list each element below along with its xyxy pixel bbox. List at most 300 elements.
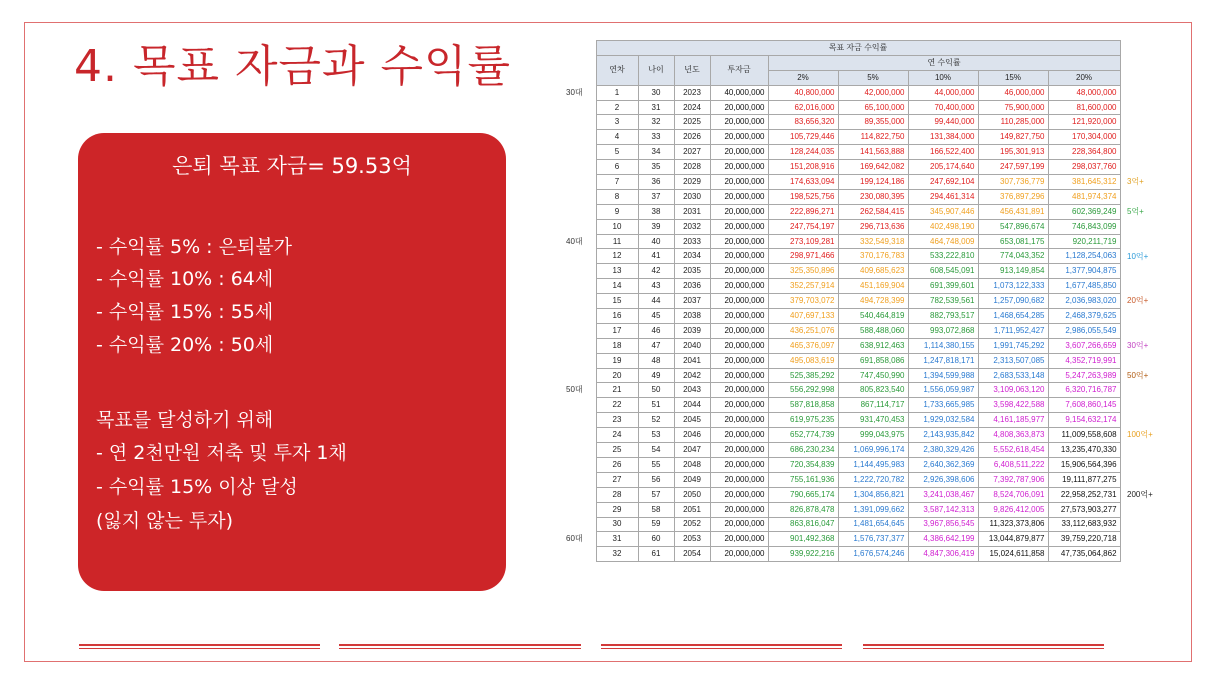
return-value-cell: 205,174,640 [908,160,978,175]
invest-cell: 20,000,000 [710,204,768,219]
table-row [558,219,1120,234]
table-row [558,502,1120,517]
plan-title: 목표를 달성하기 위해 [96,409,274,431]
return-value-cell: 370,176,783 [838,249,908,264]
table-row [558,398,1120,413]
table-row [558,413,1120,428]
milestone-label: 3억+ [1127,177,1144,187]
return-value-cell: 81,600,000 [1048,100,1120,115]
return-value-cell: 588,488,060 [838,323,908,338]
year-cell: 2050 [674,487,710,502]
year-no-cell: 32 [596,547,638,562]
year-no-cell: 26 [596,457,638,472]
year-cell: 2031 [674,204,710,219]
decade-label [558,323,596,338]
year-cell: 2047 [674,443,710,458]
return-value-cell: 999,043,975 [838,428,908,443]
age-cell: 51 [638,398,674,413]
return-value-cell: 774,043,352 [978,249,1048,264]
age-cell: 53 [638,428,674,443]
age-cell: 47 [638,338,674,353]
return-value-cell: 44,000,000 [908,85,978,100]
return-value-cell: 2,683,533,148 [978,368,1048,383]
return-value-cell: 2,926,398,606 [908,472,978,487]
age-cell: 40 [638,234,674,249]
invest-cell: 20,000,000 [710,457,768,472]
return-value-cell: 298,971,466 [768,249,838,264]
invest-cell: 20,000,000 [710,160,768,175]
return-value-cell: 456,431,891 [978,204,1048,219]
return-value-cell: 121,920,000 [1048,115,1120,130]
return-value-cell: 65,100,000 [838,100,908,115]
return-value-cell: 939,922,216 [768,547,838,562]
return-value-cell: 294,461,314 [908,189,978,204]
year-cell: 2054 [674,547,710,562]
header-age: 나이 [638,55,674,85]
year-no-cell: 2 [596,100,638,115]
year-cell: 2023 [674,85,710,100]
year-cell: 2032 [674,219,710,234]
year-no-cell: 22 [596,398,638,413]
header-returns-group: 연 수익률 [768,55,1120,70]
year-cell: 2041 [674,353,710,368]
invest-cell: 20,000,000 [710,502,768,517]
year-cell: 2026 [674,130,710,145]
corner-cell [558,41,596,56]
year-no-cell: 12 [596,249,638,264]
year-no-cell: 18 [596,338,638,353]
age-cell: 61 [638,547,674,562]
return-value-cell: 166,522,400 [908,145,978,160]
invest-cell: 20,000,000 [710,413,768,428]
return-value-cell: 170,304,000 [1048,130,1120,145]
decade-label [558,279,596,294]
return-value-cell: 9,826,412,005 [978,502,1048,517]
table-row [558,145,1120,160]
return-value-cell: 993,072,868 [908,323,978,338]
return-value-cell: 105,729,446 [768,130,838,145]
return-value-cell: 381,645,312 [1048,175,1120,190]
return-value-cell: 298,037,760 [1048,160,1120,175]
return-value-cell: 407,697,133 [768,309,838,324]
return-value-cell: 169,642,082 [838,160,908,175]
year-no-cell: 8 [596,189,638,204]
decade-label [558,219,596,234]
return-value-cell: 247,754,197 [768,219,838,234]
decade-label: 50대 [558,383,596,398]
year-no-cell: 15 [596,294,638,309]
return-line-20: - 수익률 20% : 50세 [96,334,274,356]
return-value-cell: 11,009,558,608 [1048,428,1120,443]
return-value-cell: 686,230,234 [768,443,838,458]
return-value-cell: 755,161,936 [768,472,838,487]
return-value-cell: 638,912,463 [838,338,908,353]
year-cell: 2037 [674,294,710,309]
age-cell: 52 [638,413,674,428]
return-value-cell: 931,470,453 [838,413,908,428]
age-cell: 59 [638,517,674,532]
decade-label [558,309,596,324]
milestone-label: 20억+ [1127,296,1149,306]
return-value-cell: 882,793,517 [908,309,978,324]
decade-label [558,175,596,190]
return-value-cell: 747,450,990 [838,368,908,383]
return-value-cell: 4,386,642,199 [908,532,978,547]
decade-label [558,472,596,487]
decade-label [558,353,596,368]
return-value-cell: 149,827,750 [978,130,1048,145]
table-row [558,115,1120,130]
return-value-cell: 826,878,478 [768,502,838,517]
header-year: 년도 [674,55,710,85]
return-value-cell: 89,355,000 [838,115,908,130]
return-value-cell: 5,552,618,454 [978,443,1048,458]
invest-cell: 20,000,000 [710,353,768,368]
age-cell: 33 [638,130,674,145]
year-cell: 2034 [674,249,710,264]
invest-cell: 20,000,000 [710,100,768,115]
return-value-cell: 451,169,904 [838,279,908,294]
return-value-cell: 2,986,055,549 [1048,323,1120,338]
year-no-cell: 14 [596,279,638,294]
header-invest: 투자금 [710,55,768,85]
decade-label [558,443,596,458]
return-value-cell: 720,354,839 [768,457,838,472]
invest-cell: 20,000,000 [710,383,768,398]
table-row [558,383,1120,398]
return-value-cell: 1,304,856,821 [838,487,908,502]
table-body [558,85,1120,562]
year-no-cell: 19 [596,353,638,368]
return-value-cell: 1,676,574,246 [838,547,908,562]
invest-cell: 20,000,000 [710,517,768,532]
year-no-cell: 20 [596,368,638,383]
year-cell: 2028 [674,160,710,175]
invest-cell: 20,000,000 [710,428,768,443]
table-row [558,189,1120,204]
return-value-cell: 3,109,063,120 [978,383,1048,398]
milestone-label: 10억+ [1127,251,1149,261]
return-value-cell: 1,991,745,292 [978,338,1048,353]
year-no-cell: 10 [596,219,638,234]
age-cell: 37 [638,189,674,204]
return-value-cell: 198,525,756 [768,189,838,204]
return-value-cell: 2,036,983,020 [1048,294,1120,309]
invest-cell: 20,000,000 [710,264,768,279]
header-rate: 15% [978,70,1048,85]
table-row [558,443,1120,458]
return-value-cell: 2,313,507,085 [978,353,1048,368]
age-cell: 43 [638,279,674,294]
invest-cell: 20,000,000 [710,368,768,383]
return-value-cell: 62,016,000 [768,100,838,115]
decade-label [558,145,596,160]
return-value-cell: 11,323,373,806 [978,517,1048,532]
return-value-cell: 540,464,819 [838,309,908,324]
year-no-cell: 13 [596,264,638,279]
return-value-cell: 70,400,000 [908,100,978,115]
age-cell: 39 [638,219,674,234]
corner-cell [558,55,596,85]
return-value-cell: 402,498,190 [908,219,978,234]
retirement-goal-panel [78,133,506,591]
table-row [558,175,1120,190]
invest-cell: 20,000,000 [710,279,768,294]
table-row [558,204,1120,219]
decade-label [558,457,596,472]
header-year-no: 연차 [596,55,638,85]
return-value-cell: 863,816,047 [768,517,838,532]
year-no-cell: 24 [596,428,638,443]
year-cell: 2049 [674,472,710,487]
return-value-cell: 1,144,495,983 [838,457,908,472]
return-value-cell: 1,128,254,063 [1048,249,1120,264]
return-value-cell: 465,376,097 [768,338,838,353]
return-value-cell: 247,597,199 [978,160,1048,175]
return-value-cell: 805,823,540 [838,383,908,398]
age-cell: 32 [638,115,674,130]
invest-cell: 20,000,000 [710,219,768,234]
year-cell: 2030 [674,189,710,204]
return-value-cell: 7,608,860,145 [1048,398,1120,413]
invest-cell: 20,000,000 [710,234,768,249]
footer-divider [339,644,581,649]
return-value-cell: 40,800,000 [768,85,838,100]
age-cell: 30 [638,85,674,100]
decade-label [558,100,596,115]
goal-amount-text: 은퇴 목표 자금= 59.53억 [172,154,412,178]
return-value-cell: 13,235,470,330 [1048,443,1120,458]
return-value-cell: 128,244,035 [768,145,838,160]
return-value-cell: 746,843,099 [1048,219,1120,234]
return-value-cell: 8,524,706,091 [978,487,1048,502]
year-cell: 2039 [674,323,710,338]
decade-label [558,368,596,383]
invest-cell: 20,000,000 [710,130,768,145]
invest-cell: 20,000,000 [710,294,768,309]
return-value-cell: 3,598,422,588 [978,398,1048,413]
invest-cell: 20,000,000 [710,472,768,487]
decade-label [558,428,596,443]
return-value-cell: 1,073,122,333 [978,279,1048,294]
age-cell: 50 [638,383,674,398]
footer-divider [601,644,842,649]
invest-cell: 20,000,000 [710,323,768,338]
age-cell: 58 [638,502,674,517]
year-cell: 2040 [674,338,710,353]
return-value-cell: 691,858,086 [838,353,908,368]
table-row [558,368,1120,383]
year-no-cell: 17 [596,323,638,338]
return-value-cell: 131,384,000 [908,130,978,145]
return-value-cell: 619,975,235 [768,413,838,428]
table-row [558,547,1120,562]
decade-label [558,487,596,502]
year-no-cell: 7 [596,175,638,190]
return-value-cell: 547,896,674 [978,219,1048,234]
decade-label [558,115,596,130]
age-cell: 34 [638,145,674,160]
plan-line-return: - 수익률 15% 이상 달성 [96,476,298,498]
return-value-cell: 6,320,716,787 [1048,383,1120,398]
invest-cell: 40,000,000 [710,85,768,100]
return-value-cell: 3,241,038,467 [908,487,978,502]
decade-label [558,204,596,219]
return-value-cell: 15,024,611,858 [978,547,1048,562]
decade-label [558,517,596,532]
decade-label [558,130,596,145]
return-value-cell: 1,733,665,985 [908,398,978,413]
age-cell: 57 [638,487,674,502]
return-value-cell: 587,818,858 [768,398,838,413]
table-row [558,294,1120,309]
return-value-cell: 1,257,090,682 [978,294,1048,309]
header-rate: 5% [838,70,908,85]
year-no-cell: 30 [596,517,638,532]
year-no-cell: 1 [596,85,638,100]
year-no-cell: 6 [596,160,638,175]
return-value-cell: 1,391,099,662 [838,502,908,517]
year-cell: 2051 [674,502,710,517]
table-caption: 목표 자금 수익률 [596,41,1120,56]
table-row [558,472,1120,487]
invest-cell: 20,000,000 [710,175,768,190]
return-value-cell: 4,808,363,873 [978,428,1048,443]
return-value-cell: 222,896,271 [768,204,838,219]
return-value-cell: 6,408,511,222 [978,457,1048,472]
return-value-cell: 494,728,399 [838,294,908,309]
milestone-label: 5억+ [1127,206,1144,216]
return-value-cell: 22,958,252,731 [1048,487,1120,502]
return-value-cell: 4,161,185,977 [978,413,1048,428]
decade-label [558,398,596,413]
return-value-cell: 47,735,064,862 [1048,547,1120,562]
footer-divider [79,644,320,649]
return-value-cell: 15,906,564,396 [1048,457,1120,472]
return-projection-table [558,40,1120,614]
return-value-cell: 1,929,032,584 [908,413,978,428]
return-value-cell: 4,847,306,419 [908,547,978,562]
return-value-cell: 1,576,737,377 [838,532,908,547]
return-value-cell: 75,900,000 [978,100,1048,115]
return-value-cell: 9,154,632,174 [1048,413,1120,428]
year-cell: 2025 [674,115,710,130]
year-no-cell: 11 [596,234,638,249]
year-no-cell: 25 [596,443,638,458]
header-rate: 10% [908,70,978,85]
return-value-cell: 790,665,174 [768,487,838,502]
year-no-cell: 31 [596,532,638,547]
return-value-cell: 296,713,636 [838,219,908,234]
return-value-cell: 3,607,266,659 [1048,338,1120,353]
return-value-cell: 1,114,380,155 [908,338,978,353]
return-value-cell: 110,285,000 [978,115,1048,130]
return-value-cell: 19,111,877,275 [1048,472,1120,487]
age-cell: 35 [638,160,674,175]
return-value-cell: 27,573,903,277 [1048,502,1120,517]
age-cell: 38 [638,204,674,219]
return-value-cell: 1,677,485,850 [1048,279,1120,294]
return-value-cell: 2,640,362,369 [908,457,978,472]
return-value-cell: 247,692,104 [908,175,978,190]
decade-label [558,413,596,428]
year-cell: 2038 [674,309,710,324]
invest-cell: 20,000,000 [710,338,768,353]
table-row [558,323,1120,338]
decade-label: 30대 [558,85,596,100]
return-value-cell: 495,083,619 [768,353,838,368]
year-no-cell: 23 [596,413,638,428]
table-row [558,428,1120,443]
year-cell: 2052 [674,517,710,532]
decade-label [558,502,596,517]
slide-title: 4. 목표 자금과 수익률 [74,41,511,92]
return-value-cell: 2,380,329,426 [908,443,978,458]
return-value-cell: 230,080,395 [838,189,908,204]
milestone-label: 50억+ [1127,370,1149,380]
year-cell: 2029 [674,175,710,190]
table-row [558,234,1120,249]
age-cell: 55 [638,457,674,472]
decade-label [558,264,596,279]
year-cell: 2035 [674,264,710,279]
milestone-label: 100억+ [1127,430,1153,440]
age-cell: 56 [638,472,674,487]
return-value-cell: 464,748,009 [908,234,978,249]
return-line-10: - 수익률 10% : 64세 [96,268,274,290]
year-cell: 2036 [674,279,710,294]
return-value-cell: 174,633,094 [768,175,838,190]
table-row [558,309,1120,324]
decade-label [558,160,596,175]
table-row [558,249,1120,264]
table-row [558,279,1120,294]
decade-label [558,249,596,264]
table-row [558,487,1120,502]
invest-cell: 20,000,000 [710,443,768,458]
return-value-cell: 4,352,719,991 [1048,353,1120,368]
invest-cell: 20,000,000 [710,398,768,413]
year-no-cell: 27 [596,472,638,487]
age-cell: 48 [638,353,674,368]
return-value-cell: 1,556,059,987 [908,383,978,398]
age-cell: 44 [638,294,674,309]
year-cell: 2044 [674,398,710,413]
year-cell: 2024 [674,100,710,115]
plan-line-saving: - 연 2천만원 저축 및 투자 1채 [96,442,347,464]
invest-cell: 20,000,000 [710,532,768,547]
return-value-cell: 307,736,779 [978,175,1048,190]
return-value-cell: 39,759,220,718 [1048,532,1120,547]
table-row [558,160,1120,175]
invest-cell: 20,000,000 [710,249,768,264]
decade-label [558,189,596,204]
return-value-cell: 533,222,810 [908,249,978,264]
year-no-cell: 9 [596,204,638,219]
return-value-cell: 7,392,787,906 [978,472,1048,487]
return-value-cell: 195,301,913 [978,145,1048,160]
return-value-cell: 782,539,561 [908,294,978,309]
return-value-cell: 379,703,072 [768,294,838,309]
return-line-15: - 수익률 15% : 55세 [96,301,274,323]
return-value-cell: 920,211,719 [1048,234,1120,249]
footer-divider [863,644,1104,649]
return-value-cell: 3,587,142,313 [908,502,978,517]
return-value-cell: 151,208,916 [768,160,838,175]
return-value-cell: 83,656,320 [768,115,838,130]
return-value-cell: 13,044,879,877 [978,532,1048,547]
year-cell: 2045 [674,413,710,428]
